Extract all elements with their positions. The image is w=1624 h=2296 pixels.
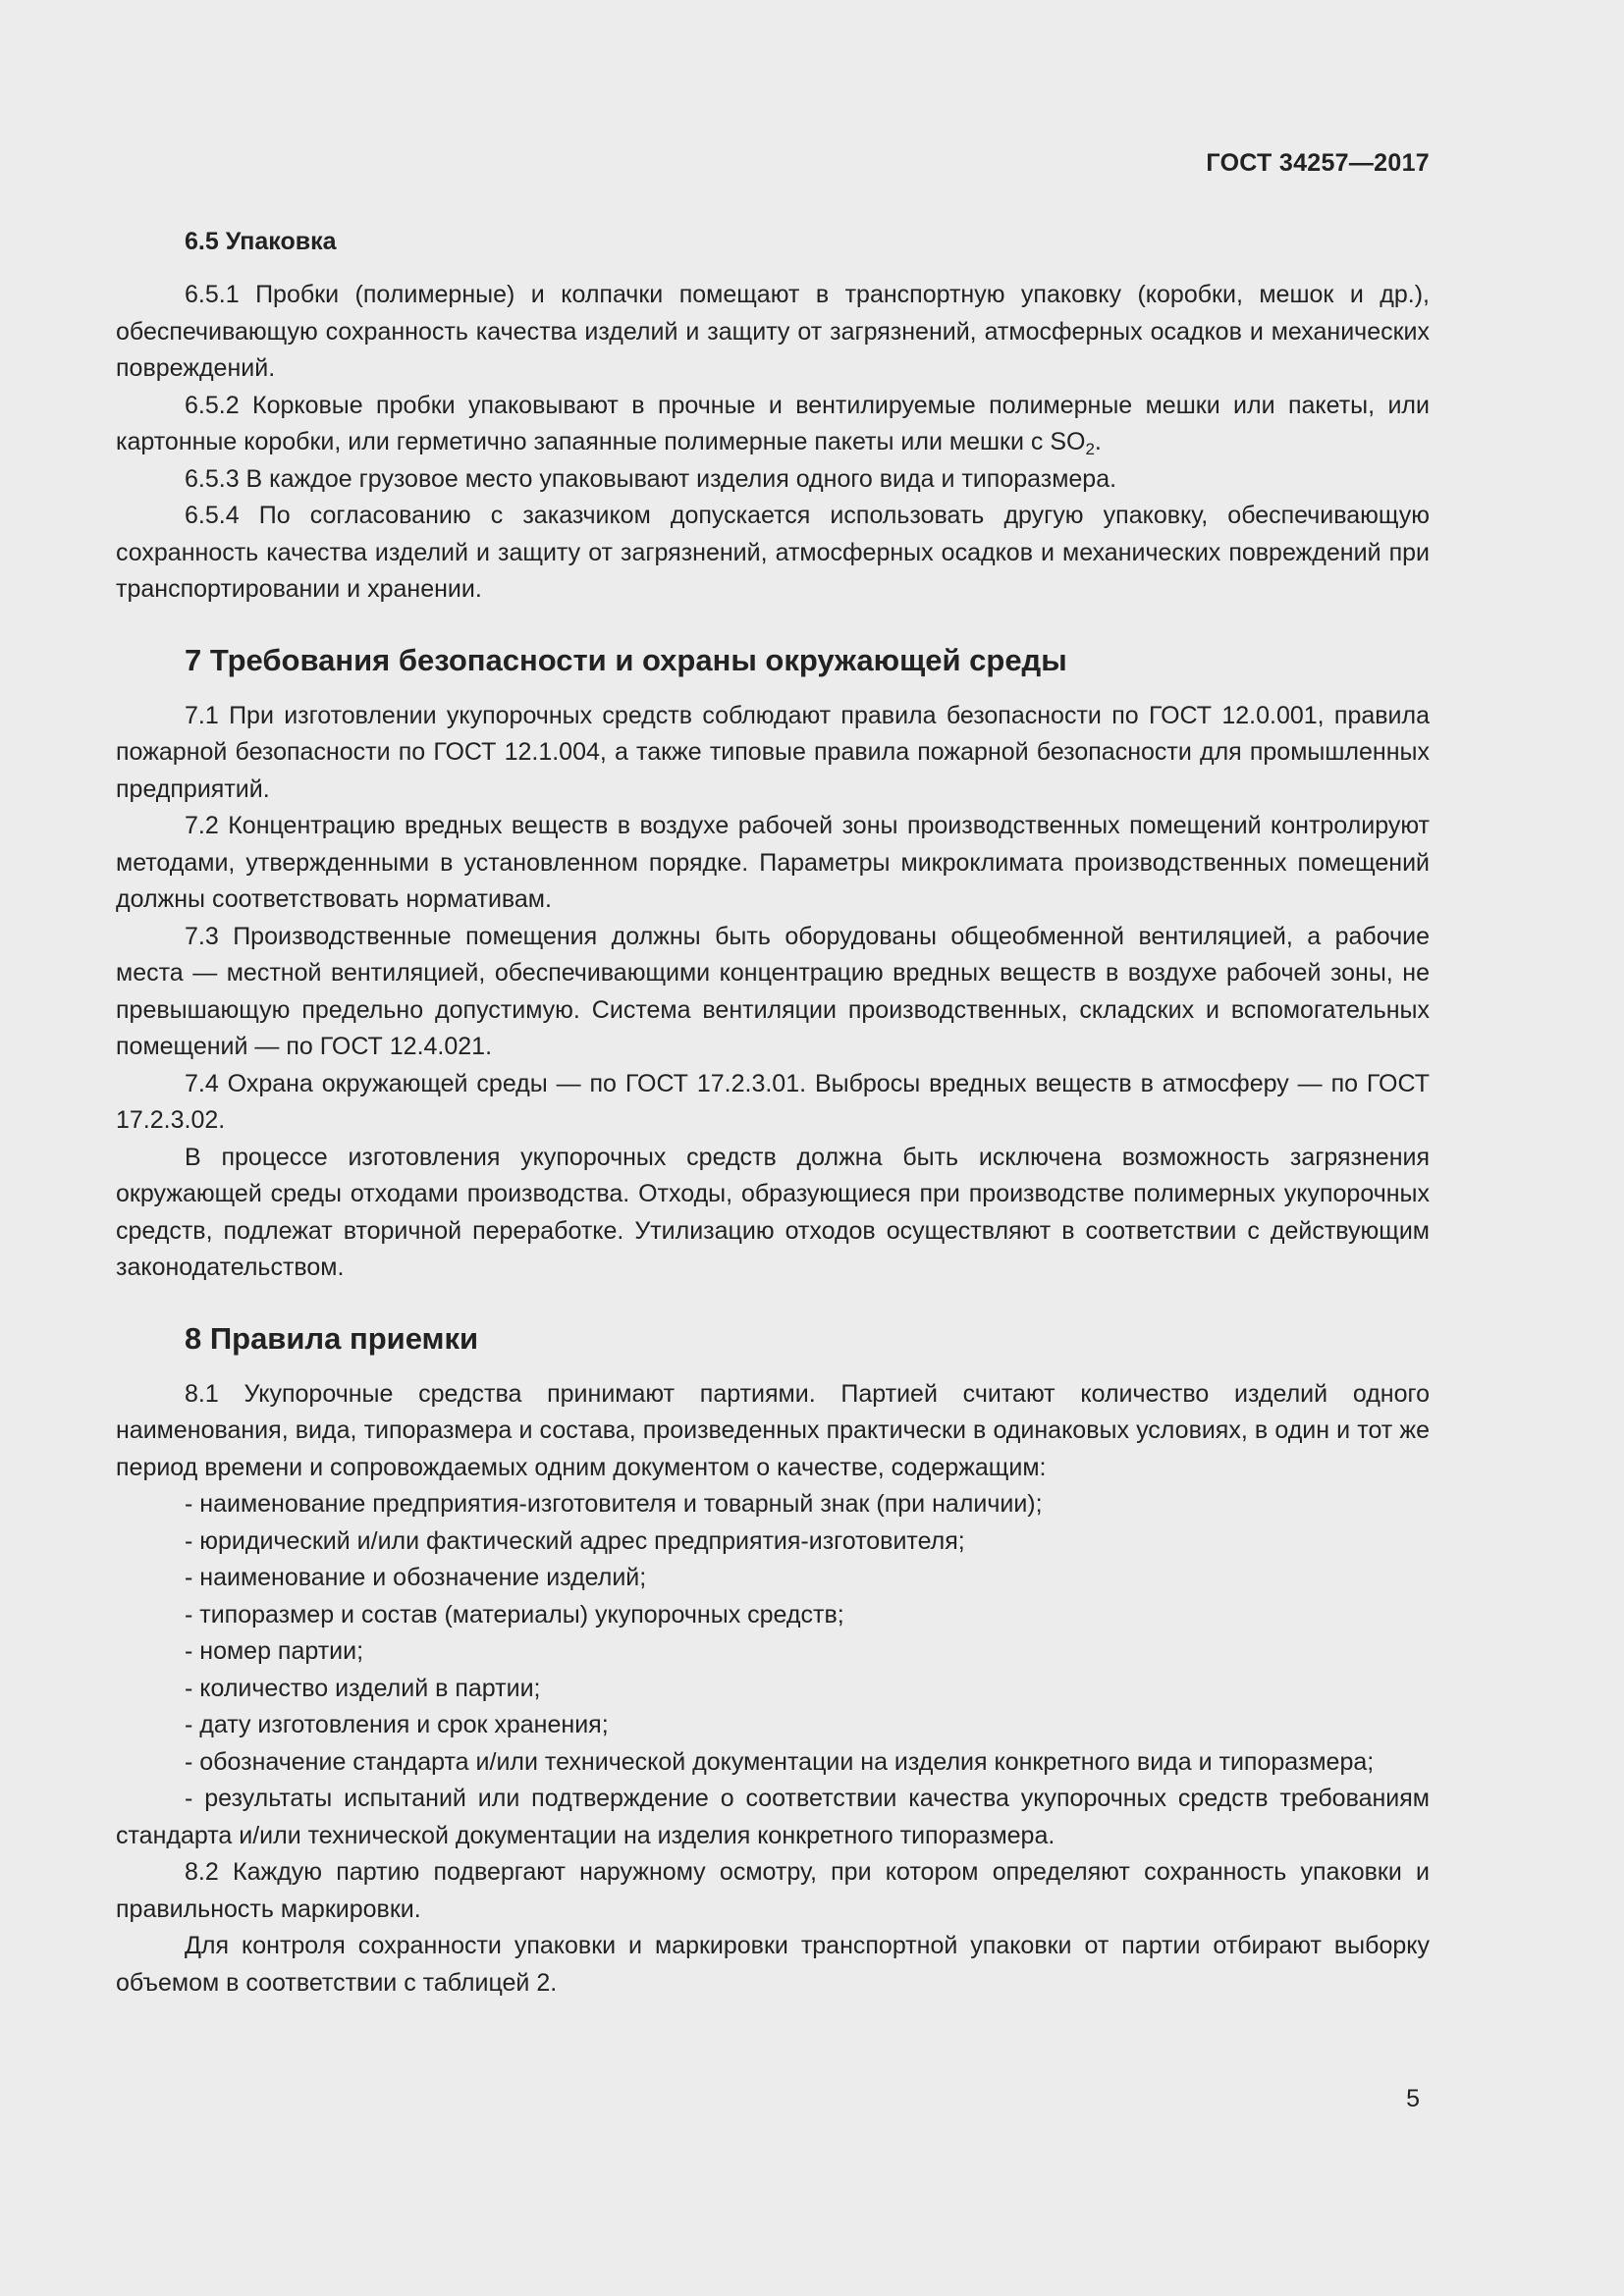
list-item: - количество изделий в партии;: [185, 1674, 541, 1702]
paragraph-6-5-1: 6.5.1 Пробки (полимерные) и колпачки помещают в транспортную упаковку (коробки, мешок и др.), обеспечивающую сохранность качества изделий и защиту от загрязнений, атмосферных осадков и механических повреждений.: [116, 281, 1430, 382]
list-item: - дату изготовления и срок хранения;: [185, 1711, 609, 1738]
page-number: 5: [1406, 2085, 1420, 2112]
section-title-7: 7 Требования безопасности и охраны окружающей среды: [185, 642, 1067, 677]
subscript-2: 2: [1085, 440, 1095, 458]
section-title-8: 8 Правила приемки: [185, 1320, 479, 1356]
paragraph-7-4: 7.4 Охрана окружающей среды — по ГОСТ 17.2.3.01. Выбросы вредных веществ в атмосферу — по ГОСТ 17.2.3.02.: [116, 1069, 1430, 1134]
paragraph-7-1: 7.1 При изготовлении укупорочных средств соблюдают правила безопасности по ГОСТ 12.0.001, правила пожарной безопасности по ГОСТ 12.1.004, а также типовые правила пожарной безопасности для промышленных предприятий.: [116, 701, 1430, 803]
list-item: - типоразмер и состав (материалы) укупорочных средств;: [185, 1600, 844, 1629]
paragraph-6-5-2-end: .: [1094, 428, 1102, 455]
paragraph-8-2: 8.2 Каждую партию подвергают наружному осмотру, при котором определяют сохранность упаковки и правильность маркировки.: [116, 1858, 1430, 1923]
paragraph-6-5-2: [116, 388, 1430, 461]
list-item: - результаты испытаний или подтверждение о соответствии качества укупорочных средств требованиям стандарта и/или технической документации на изделия конкретного типоразмера.: [116, 1785, 1430, 1849]
quality-document-contents-list: [116, 1486, 1430, 1854]
paragraph-6-5-4: 6.5.4 По согласованию с заказчиком допускается использовать другую упаковку, обеспечивающую сохранность качества изделий и защиту от загрязнений, атмосферных осадков и механических повреждений при транспортировании и хранении.: [116, 502, 1430, 603]
paragraph-7-4-waste: В процессе изготовления укупорочных средств должна быть исключена возможность загрязнения окружающей среды отходами производства. Отходы, образующиеся при производстве полимерных укупорочных средств, подлежат вторичной переработке. Утилизацию отходов осуществляют в соответствии с действующим законодательством.: [116, 1143, 1430, 1281]
paragraph-6-5-3: 6.5.3 В каждое грузовое место упаковывают изделия одного вида и типоразмера.: [185, 464, 1117, 493]
paragraph-8-2-sampling: Для контроля сохранности упаковки и маркировки транспортной упаковки от партии отбирают выборку объемом в соответствии с таблицей 2.: [116, 1932, 1430, 1997]
document-page: [116, 0, 1430, 2296]
document-code: ГОСТ 34257—2017: [1206, 149, 1430, 177]
list-item: - номер партии;: [185, 1637, 364, 1665]
paragraph-7-2: 7.2 Концентрацию вредных веществ в воздухе рабочей зоны производственных помещений контролируют методами, утвержденными в установленном порядке. Параметры микроклимата производственных помещений должны соответствовать нормативам.: [116, 812, 1430, 913]
document-body: [116, 224, 1430, 2002]
subsection-heading-6-5: 6.5 Упаковка: [185, 228, 337, 255]
list-item: - юридический и/или фактический адрес предприятия-изготовителя;: [185, 1526, 965, 1555]
paragraph-7-3: 7.3 Производственные помещения должны быть оборудованы общеобменной вентиляцией, а рабочие места — местной вентиляцией, обеспечивающими концентрацию вредных веществ в воздухе рабочей зоны, не превышающую предельно допустимую. Система вентиляции производственных, складских и вспомогательных помещений — по ГОСТ 12.4.021.: [116, 922, 1430, 1060]
list-item: - обозначение стандарта и/или технической документации на изделия конкретного вида и типоразмера;: [185, 1747, 1375, 1776]
list-item: - наименование и обозначение изделий;: [185, 1564, 647, 1591]
paragraph-8-1: 8.1 Укупорочные средства принимают партиями. Партией считают количество изделий одного наименования, вида, типоразмера и состава, произведенных практически в одинаковых условиях, в один и тот же период времени и сопровождаемых одним документом о качестве, содержащим:: [116, 1379, 1430, 1481]
list-item: - наименование предприятия-изготовителя и товарный знак (при наличии);: [185, 1490, 1043, 1518]
paragraph-6-5-2-text: 6.5.2 Корковые пробки упаковывают в прочные и вентилируемые полимерные мешки или пакеты, или картонные коробки, или герметично запаянные полимерные пакеты или мешки с SO: [116, 391, 1430, 455]
